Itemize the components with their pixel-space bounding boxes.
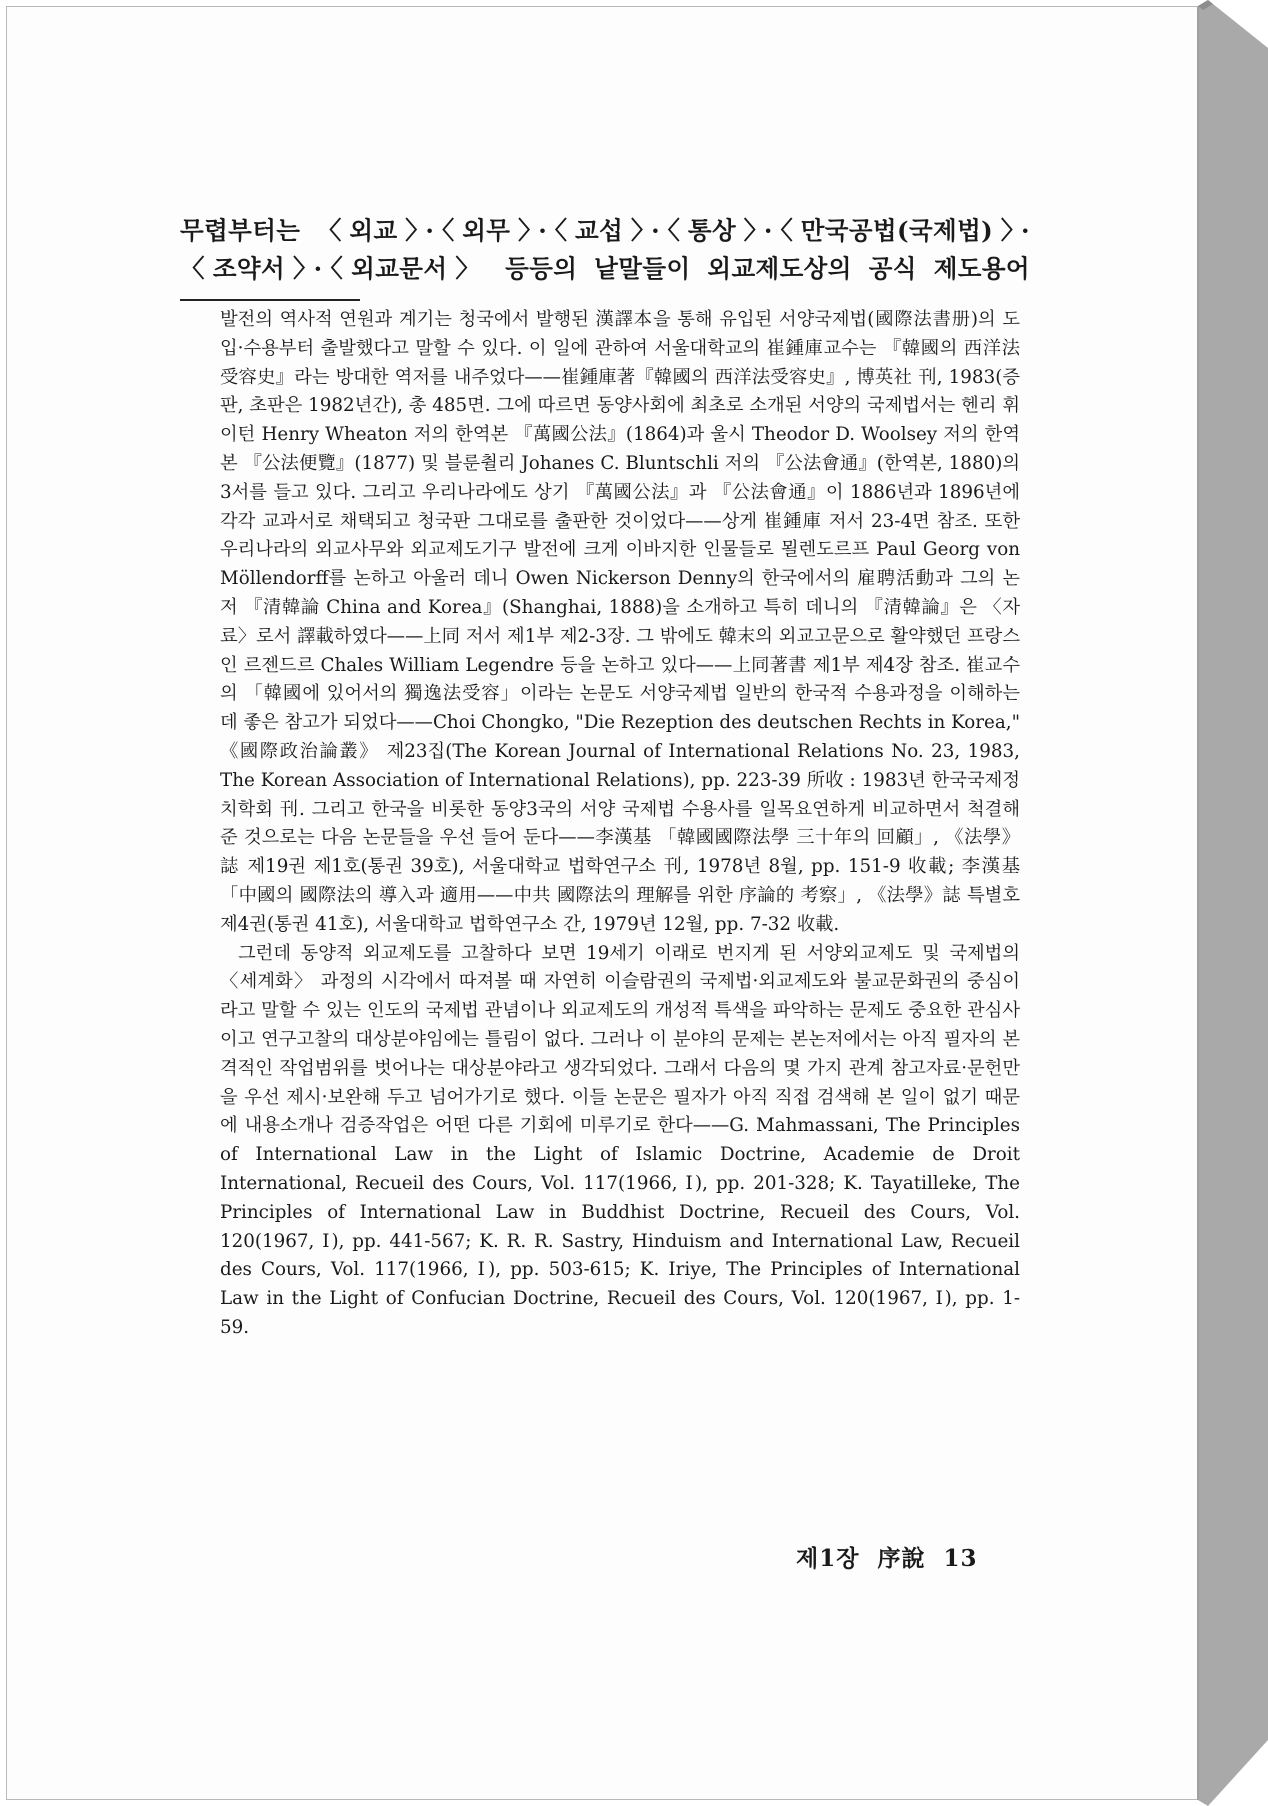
main-text: [180, 212, 1030, 288]
footnote-paragraph-2: 그런데 동양적 외교제도를 고찰하다 보면 19세기 이래로 번지게 된 서양외교제도 및 국제법의 〈세계화〉 과정의 시각에서 따져볼 때 자연히 이슬람권의 국제법·외교제도와 불교문화권의 중심이라고 말할 수 있는 인도의 국제법 관념이나 외교제도의 개성적 특색을 파악하는 문제도 중요한 관심사이고 연구고찰의 대상분야임에는 틀림이 없다. 그러나 이 분야의 문제는 본논저에서는 아직 필자의 본격적인 작업범위를 벗어나는 대상분야라고 생각되었다. 그래서 다음의 몇 가지 관계 참고자료·문헌만을 우선 제시·보완해 두고 넘어가기로 했다. 이들 논문은 필자가 아직 직접 검색해 본 일이 없기 때문에 내용소개나 검증작업은 어떤 다른 기회에 미루기로 한다——G. Mahmassani, The Principles of International Law in the Light of Islamic Doctrine, Academie de Droit International, Recueil des Cours, Vol. 117(1966, Ⅰ), pp. 201-328; K. Tayatilleke, The Principles of International Law in Buddhist Doctrine, Recueil des Cours, Vol. 120(1967, Ⅰ), pp. 441-567; K. R. R. Sastry, Hinduism and International Law, Recueil des Cours, Vol. 117(1966, Ⅰ), pp. 503-615; K. Iriye, The Principles of International Law in the Light of Confucian Doctrine, Recueil des Cours, Vol. 120(1967, Ⅰ), pp. 1-59.: [220, 942, 1020, 1338]
footnotes: [220, 306, 1020, 1343]
footnote-paragraph-1: 발전의 역사적 연원과 계기는 청국에서 발행된 漢譯本을 통해 유입된 서양국제법(國際法書册)의 도입·수용부터 출발했다고 말할 수 있다. 이 일에 관하여 서울대학교의 崔鍾庫교수는 『韓國의 西洋法受容史』라는 방대한 역저를 내주었다——崔鍾庫著『韓國의 西洋法受容史』, 博英社 刊, 1983(증판, 초판은 1982년간), 총 485면. 그에 따르면 동양사회에 최초로 소개된 서양의 국제법서는 헨리 휘이턴 Henry Wheaton 저의 한역본 『萬國公法』(1864)과 울시 Theodor D. Woolsey 저의 한역본 『公法便覽』(1877) 및 블룬췰리 Johanes C. Bluntschli 저의 『公法會通』(한역본, 1880)의 3서를 들고 있다. 그리고 우리나라에도 상기 『萬國公法』과 『公法會通』이 1886년과 1896년에 각각 교과서로 채택되고 청국판 그대로를 출판한 것이었다——상게 崔鍾庫 저서 23-4면 참조. 또한 우리나라의 외교사무와 외교제도기구 발전에 크게 이바지한 인물들로 묄렌도르프 Paul Georg von Möllendorff를 논하고 아울러 데니 Owen Nickerson Denny의 한국에서의 雇聘活動과 그의 논저 『清韓論 China and Korea』(Shanghai, 1888)을 소개하고 특히 데니의 『清韓論』은 〈자료〉로서 譯載하였다——上同 저서 제1부 제2-3장. 그 밖에도 韓末의 외교고문으로 활약했던 프랑스인 르젠드르 Chales William Legendre 등을 논하고 있다——上同著書 제1부 제4장 참조. 崔교수의 「韓國에 있어서의 獨逸法受容」이라는 논문도 서양국제법 일반의 한국적 수용과정을 이해하는 데 좋은 참고가 되었다——Choi Chongko, "Die Rezeption des deutschen Rechts in Korea," 《國際政治論叢》 제23집(The Korean Journal of International Relations No. 23, 1983, The Korean Association of International Relations), pp. 223-39 所收 : 1983년 한국국제정치학회 刊. 그리고 한국을 비롯한 동양3국의 서양 국제법 수용사를 일목요연하게 비교하면서 척결해 준 것으로는 다음 논문들을 우선 들어 둔다——李漢基 「韓國國際法學 三十年의 回顧」, 《法學》誌 제19권 제1호(통권 39호), 서울대학교 법학연구소 刊, 1978년 8월, pp. 151-9 收載; 李漢基 「中國의 國際法의 導入과 適用——中共 國際法의 理解를 위한 序論的 考察」, 《法學》誌 특별호 제4권(통권 41호), 서울대학교 법학연구소 간, 1979년 12월, pp. 7-32 收載.: [220, 309, 1020, 935]
chapter-label: 제1장: [796, 1545, 860, 1572]
page-footer: [796, 1540, 995, 1573]
page-edge-shade: [1198, 0, 1268, 1806]
page-number: 13: [943, 1545, 978, 1572]
main-text-line-2: 〈조약서〉·〈외교문서〉 등등의 낱말들이 외교제도상의 공식 제도용어: [180, 254, 1030, 283]
chapter-title: 序說: [877, 1545, 926, 1572]
footnote-rule: [180, 299, 360, 301]
main-text-line-1: 무렵부터는 〈외교〉·〈외무〉·〈교섭〉·〈통상〉·〈만국공법(국제법)〉·: [180, 216, 1030, 245]
